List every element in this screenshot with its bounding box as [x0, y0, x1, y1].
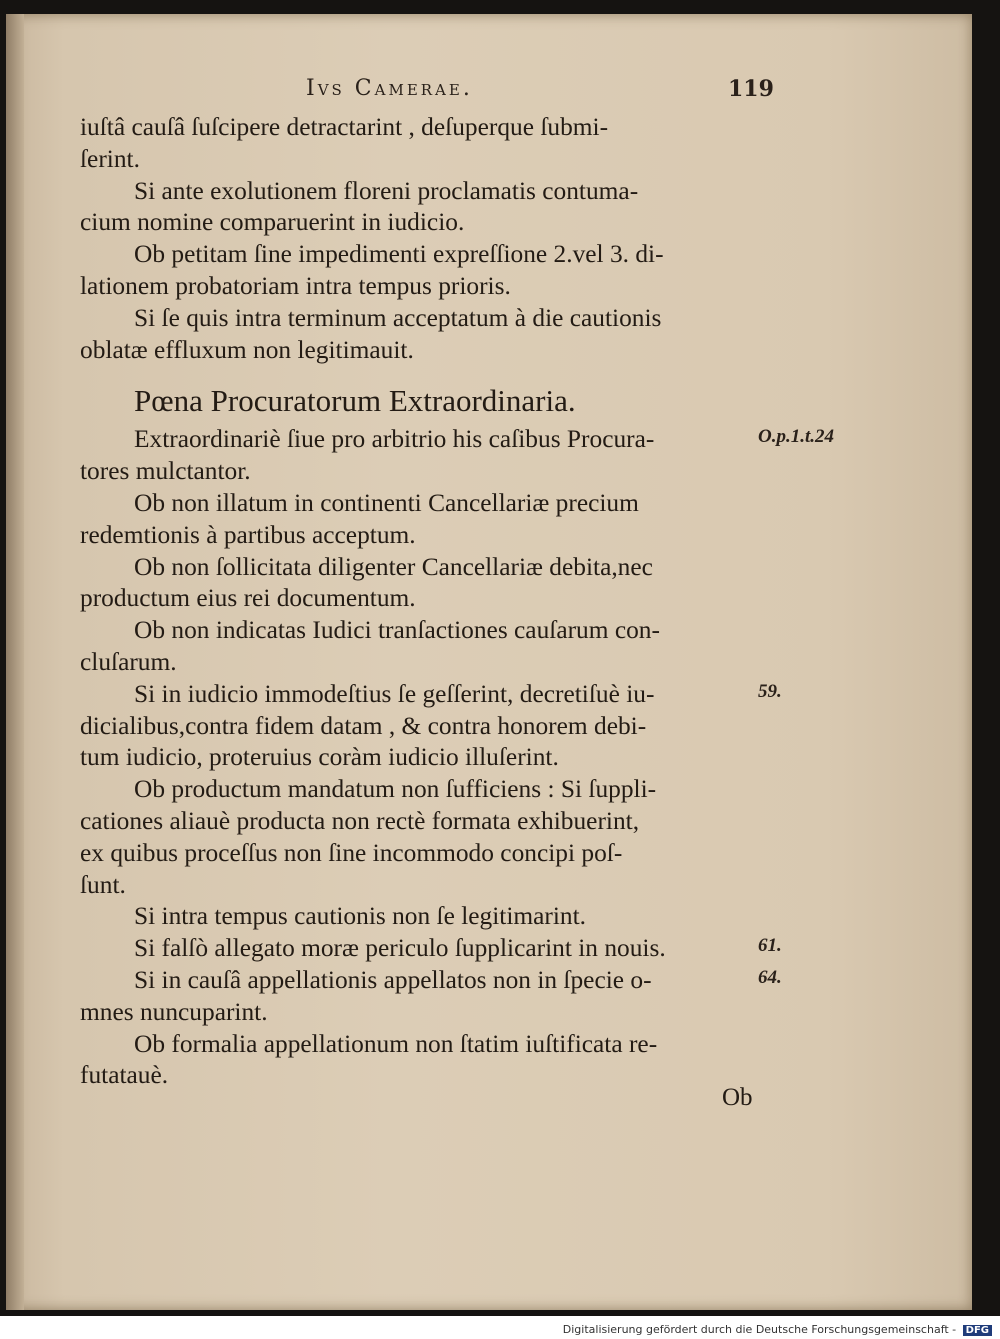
text-line: ſunt. — [80, 870, 126, 899]
body-text — [80, 112, 780, 1092]
text-line: Extraordinariè ſiue pro arbitrio his caſibus Procura- — [134, 425, 655, 454]
margin-note: O.p.1.t.24 — [758, 426, 834, 448]
text-line: iuſtâ cauſâ ſuſcipere detractarint , deſuperque ſubmi- — [80, 113, 609, 141]
running-head: Ivs Camerae. — [306, 76, 473, 101]
section-heading: Pœna Procuratorum Extraordinaria. — [134, 383, 576, 419]
footer-credit: Digitalisierung gefördert durch die Deutsche Forschungsgemeinschaft - — [562, 1323, 957, 1336]
text-line: Si falſò allegato moræ periculo ſupplicarint in nouis. — [134, 934, 666, 963]
text-line: tum iudicio, proteruius coràm iudicio illuſerint. — [80, 743, 559, 772]
margin-note: 61. — [758, 935, 782, 957]
text-line: Ob non illatum in continenti Cancellariæ precium — [134, 488, 639, 517]
text-line: tores mulctantor. — [80, 457, 251, 486]
text-line: lationem probatoriam intra tempus prioris. — [80, 271, 511, 300]
margin-note: 64. — [758, 966, 782, 988]
digitization-footer — [563, 1323, 992, 1336]
text-line: cluſarum. — [80, 647, 177, 676]
text-line: Si ante exolutionem floreni proclamatis contuma- — [134, 176, 639, 205]
margin-note: 59. — [758, 680, 782, 702]
page-header — [6, 76, 972, 116]
text-line: ex quibus proceſſus non ſine incommodo concipi poſ- — [80, 838, 623, 867]
dfg-logo: DFG — [963, 1325, 992, 1336]
page-gutter-shadow — [6, 14, 24, 1310]
text-line: Si in cauſâ appellationis appellatos non in ſpecie o- — [134, 965, 652, 994]
text-line: futatauè. — [80, 1061, 169, 1090]
book-page — [6, 14, 972, 1310]
text-line: Ob non ſollicitata diligenter Cancellariæ debita,nec — [134, 552, 653, 581]
text-line: Ob non indicatas Iudici tranſactiones cauſarum con- — [134, 616, 660, 645]
text-line: cationes aliauè producta non rectè formata exhibuerint, — [80, 806, 640, 835]
text-line: Ob productum mandatum non ſufficiens : Si ſuppli- — [134, 775, 657, 804]
text-line: Si intra tempus cautionis non ſe legitimarint. — [134, 902, 587, 931]
text-line: cium nomine comparuerint in iudicio. — [80, 208, 465, 237]
text-line: Ob formalia appellationum non ſtatim iuſtificata re- — [134, 1029, 658, 1058]
text-line: dicialibus,contra fidem datam , & contra honorem debi- — [80, 711, 647, 740]
text-line: Si in iudicio immodeſtius ſe geſſerint, decretiſuè iu- — [134, 679, 655, 708]
text-line: productum eius rei documentum. — [80, 584, 416, 613]
text-line: oblatæ effluxum non legitimauit. — [80, 335, 414, 364]
text-line: redemtionis à partibus acceptum. — [80, 520, 416, 549]
text-line: Si ſe quis intra terminum acceptatum à die cautionis — [134, 303, 662, 332]
page-number: 119 — [728, 76, 774, 102]
text-line: ſerint. — [80, 144, 140, 173]
text-line: Ob petitam ſine impedimenti expreſſione 2.vel 3. di- — [134, 240, 664, 269]
catchword: Ob — [722, 1084, 753, 1111]
text-line: mnes nuncuparint. — [80, 997, 268, 1026]
